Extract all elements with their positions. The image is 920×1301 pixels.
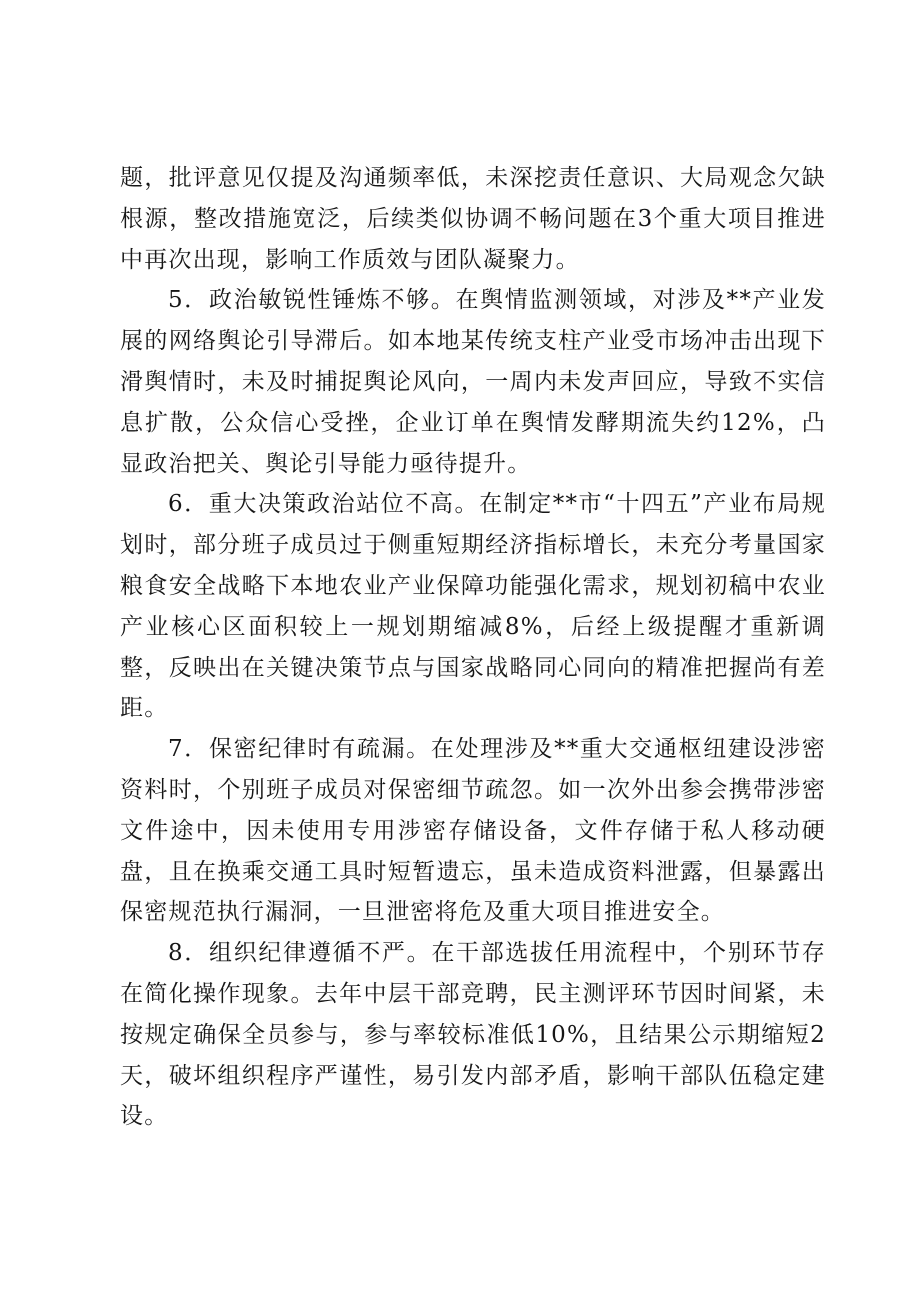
paragraph-item-7: 7．保密纪律时有疏漏。在处理涉及**重大交通枢纽建设涉密资料时，个别班子成员对保密细节疏忽。如一次外出参会携带涉密文件途中，因未使用专用涉密存储设备，文件存储于私人移动硬盘，且在换乘交通工具时短暂遗忘，虽未造成资料泄露，但暴露出保密规范执行漏洞，一旦泄密将危及重大项目推进安全。 bbox=[120, 736, 826, 926]
paragraph-item-8: 8．组织纪律遵循不严。在干部选拔任用流程中，个别环节存在简化操作现象。去年中层干部竞聘，民主测评环节因时间紧，未按规定确保全员参与，参与率较标准低10%，且结果公示期缩短2天，破坏组织程序严谨性，易引发内部矛盾，影响干部队伍稳定建设。 bbox=[120, 940, 826, 1130]
paragraph-item-6: 6．重大决策政治站位不高。在制定**市“十四五”产业布局规划时，部分班子成员过于侧重短期经济指标增长，未充分考量国家粮食安全战略下本地农业产业保障功能强化需求，规划初稿中农业产业核心区面积较上一规划期缩减8%，后经上级提醒才重新调整，反映出在关键决策节点与国家战略同心同向的精准把握尚有差距。 bbox=[120, 491, 826, 722]
paragraph-item-5: 5．政治敏锐性锤炼不够。在舆情监测领域，对涉及**产业发展的网络舆论引导滞后。如本地某传统支柱产业受市场冲击出现下滑舆情时，未及时捕捉舆论风向，一周内未发声回应，导致不实信息扩散，公众信心受挫，企业订单在舆情发酵期流失约12%，凸显政治把关、舆论引导能力亟待提升。 bbox=[120, 287, 826, 477]
paragraph-continuation: 题，批评意见仅提及沟通频率低，未深挖责任意识、大局观念欠缺根源，整改措施宽泛，后续类似协调不畅问题在3个重大项目推进中再次出现，影响工作质效与团队凝聚力。 bbox=[120, 165, 826, 273]
